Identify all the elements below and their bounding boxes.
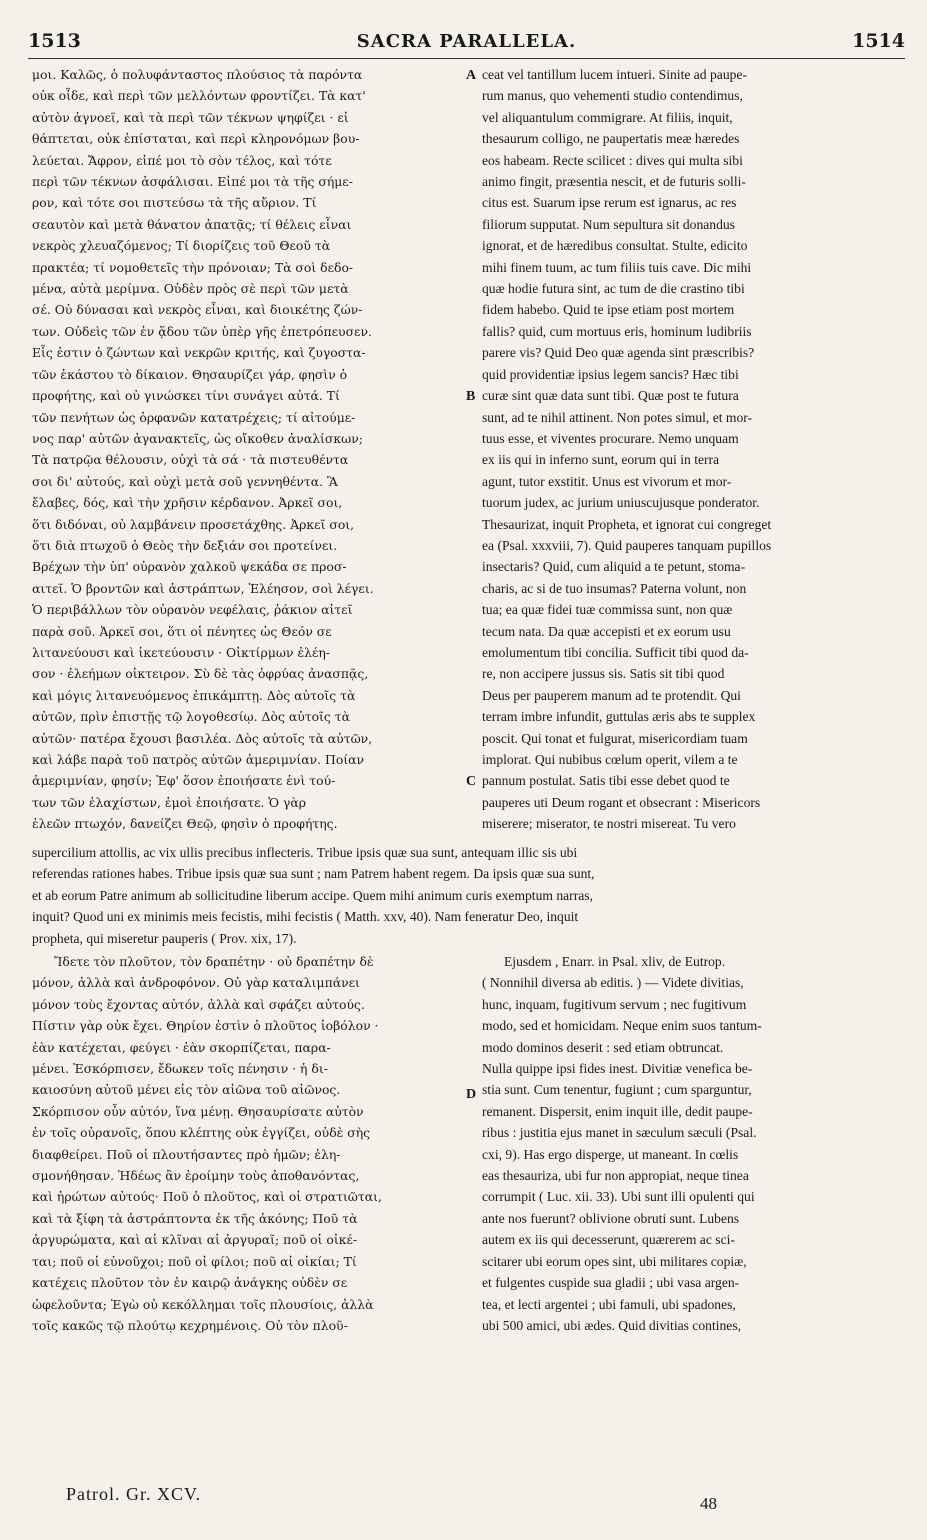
text-line: καιοσύνη αὐτοῦ μένει εἰς τὸν αἰῶνα τοῦ αἰῶνος. xyxy=(32,1082,341,1098)
text-line: Nulla quippe ipsi fides inest. Divitiæ venefica be- xyxy=(482,1061,753,1077)
text-line: quid providentiæ ipsius legem sancis? Hæc tibi xyxy=(482,366,739,382)
text-line: αιτεῖ. Ὁ βροντῶν καὶ ἀστράπτων, Ἐλέησον, σοὶ λέγει. xyxy=(32,580,374,596)
text-line: ἐὰν κατέχεται, φεύγει · ἐὰν σκορπίζεται, παρα- xyxy=(32,1039,331,1055)
text-line: filiorum supputat. Num sepultura sit donandus xyxy=(482,216,735,232)
text-line: ἀργυρώματα, καὶ αἱ κλῖναι αἱ ἀργυραῖ; ποῦ οἱ οἰκέ- xyxy=(32,1232,358,1248)
section-marker-a: A xyxy=(466,68,477,83)
text-line: mihi finem tuum, ac tum filiis tuis cave. Dic mihi xyxy=(482,259,752,275)
text-line: Τὰ πατρῷα θέλουσιν, οὐχὶ τὰ σά · τὰ πιστευθέντα xyxy=(32,452,349,468)
text-line: Deus per pauperem manum ad te protendit. Qui xyxy=(482,687,741,703)
text-line: ( Nonnihil diversa ab editis. ) — Videte divitias, xyxy=(482,975,744,991)
text-line: κατέχεις πλοῦτον τὸν ἐν καιρῷ ἀνάγκης οὐδὲν σε xyxy=(32,1275,348,1291)
text-line: οὐκ οἶδε, καὶ περὶ τῶν μελλόντων φροντίζει. Τὰ κατ' xyxy=(32,88,366,104)
latin-full-width-block xyxy=(32,842,900,949)
text-line: αὐτῶν· πατέρα ἔχουσι βασιλέα. Δὸς αὐτοῖς τὰ αὐτῶν, xyxy=(32,730,373,746)
text-line: μόνον τοὺς ἔχοντας αὐτόν, ἀλλὰ καὶ σφάζει αὐτούς. xyxy=(32,996,365,1012)
text-line: ἀμεριμνίαν, φησίν; Ἐφ' ὅσον ἐποιήσατε ἑνὶ τού- xyxy=(32,773,336,789)
text-line: terram imbre infundit, guttulas æris abs te supplex xyxy=(482,709,756,725)
text-line: remanent. Dispersit, enim inquit ille, dedit paupe- xyxy=(482,1103,753,1119)
text-line: θάπτεται, οὐκ ἐπίσταται, καὶ περὶ κληρονόμων βου- xyxy=(32,131,360,147)
text-line: των τῶν ἐλαχίστων, ἐμοὶ ἐποιήσατε. Ὁ γὰρ xyxy=(32,794,307,810)
text-line: modo, sed et homicidam. Neque enim suos tantum- xyxy=(482,1018,762,1034)
text-line: poscit. Qui tonat et fulgurat, misericordiam tuam xyxy=(482,730,748,746)
text-line: fidem habebo. Quid te ipse etiam post mortem xyxy=(482,302,735,318)
text-line: ὅτι διδόναι, οὐ λαμβάνειν προσετάχθης. Ἀρκεῖ σοι, xyxy=(32,516,355,532)
text-line: pannum postulat. Satis tibi esse debet quod te xyxy=(482,773,730,789)
text-line: pauperes uti Deum rogant et obsecrant : Misericors xyxy=(482,794,761,810)
text-line: ribus : justitia ejus manet in sæculum sæculi (Psal. xyxy=(482,1125,757,1141)
text-line: et fulgentes cuspide sua gladii ; ubi vasa argen- xyxy=(482,1275,740,1291)
text-line: fallis? quid, cum mortuus eris, hominum ludibriis xyxy=(482,323,752,339)
text-line: charis, ac si de tuo insumas? Paterna volunt, non xyxy=(482,580,747,596)
series-footer: Patrol. Gr. XCV. xyxy=(66,1484,202,1504)
text-line: ὅτι διὰ πτωχοῦ ὁ Θεὸς τὴν δεξιάν σοι προτείνει. xyxy=(32,537,338,553)
text-line: λεύεται. Ἄφρον, εἰπέ μοι τὸ σὸν τέλος, καὶ τότε xyxy=(32,152,332,168)
section-marker-c: C xyxy=(466,774,477,789)
text-line: ἐλεῶν πτωχόν, δανείζει Θεῷ, φησὶν ὁ προφήτης. xyxy=(32,816,338,832)
text-line: διαφθείρει. Ποῦ οἱ πλουτήσαντες πρὸ ἡμῶν; ἐλη- xyxy=(32,1146,341,1162)
text-line: λιτανεύουσι καὶ ἱκετεύουσιν · Οἰκτίρμων ἐλέη- xyxy=(32,644,330,660)
text-line: Ἴδετε τὸν πλοῦτον, τὸν δραπέτην · οὐ δραπέτην δὲ xyxy=(54,954,374,969)
text-line: curæ sint quæ data sunt tibi. Quæ post te futura xyxy=(482,388,739,404)
sheet-number: 48 xyxy=(700,1494,717,1513)
text-line: σεαυτὸν καὶ μετὰ θάνατον ἀπατᾷς; τί θέλεις εἶναι xyxy=(32,216,352,232)
text-line: inquit? Quod uni ex minimis meis fecistis, mihi fecistis ( Matth. xxv, 40). Nam feneratur Deo, inquit xyxy=(32,909,579,925)
text-line: σμονήθησαν. Ἡδέως ἂν ἐροίμην τοὺς ἀποθανόντας, xyxy=(32,1168,360,1184)
text-line: et ab eorum Patre animum ab sollicitudine liberum accipe. Quem mihi animum curis exemptum narras, xyxy=(32,887,593,903)
text-line: stia sunt. Cum tenentur, fugiunt ; cum sparguntur, xyxy=(482,1082,752,1098)
text-line: καὶ μόγις λιτανευόμενος ἐπικάμπτῃ. Δὸς αὐτοῖς τὰ xyxy=(32,687,356,703)
text-line: μοι. Καλῶς, ὁ πολυφάνταστος πλούσιος τὰ παρόντα xyxy=(32,67,363,82)
text-line: των. Οὐδεὶς τῶν ἐν ᾅδου τῶν ὑπὲρ γῆς ἐπετρόπευσεν. xyxy=(32,323,372,339)
greek-column-bottom xyxy=(32,951,464,1336)
text-line: propheta, qui miseretur pauperis ( Prov. xix, 17). xyxy=(32,930,297,946)
text-line: scitarer ubi eorum opes sint, ubi militares copiæ, xyxy=(482,1253,747,1269)
text-line: ea (Psal. xxxviii, 7). Quid pauperes tanquam pupillos xyxy=(482,537,772,553)
text-line: tua; ea quæ fidei tuæ commissa sunt, non quæ xyxy=(482,602,733,618)
left-column-number: 1513 xyxy=(28,30,81,52)
text-line: ἔλαβες, δός, καὶ τὴν χρῆσιν κέρδανον. Ἀρκεῖ σοι, xyxy=(32,495,343,511)
text-line: ἐν τοῖς οὐρανοῖς, ὅπου κλέπτης οὐκ ἐγγίζει, οὐδὲ σὴς xyxy=(32,1125,371,1141)
text-line: καὶ λάβε παρὰ τοῦ πατρὸς αὐτῶν ἀμεριμνίαν. Ποίαν xyxy=(32,752,365,767)
text-line: τοῖς κακῶς τῷ πλούτῳ κεχρημένοις. Οὐ τὸν πλοῦ- xyxy=(32,1317,348,1333)
text-line: νεκρὸς χλευαζόμενος; Τί διορίζεις τοῦ Θεοῦ τὰ xyxy=(32,238,331,254)
text-line: tea, et lecti argentei ; ubi famuli, ubi spadones, xyxy=(482,1296,736,1312)
running-title: SACRA PARALLELA. xyxy=(356,31,577,52)
text-line: ubi 500 amici, ubi ædes. Quid divitias contines, xyxy=(482,1317,742,1333)
text-line: eas thesauriza, ubi fur non appropiat, neque tinea xyxy=(482,1168,749,1184)
text-line: Εἷς ἐστιν ὁ ζώντων καὶ νεκρῶν κριτής, καὶ ζυγοστα- xyxy=(32,345,366,361)
text-line: supercilium attollis, ac vix ullis precibus inflecteris. Tribue ipsis quæ sua sunt, antequam illic sis ubi xyxy=(32,845,578,860)
text-line: citus est. Suarum ipse rerum est ignarus, ac res xyxy=(482,195,737,211)
text-line: ὠφελοῦντα; Ἐγὼ οὐ κεκόλλημαι τοῖς πλουσίοις, ἀλλὰ xyxy=(32,1296,374,1312)
text-line: eos habeam. Recte scilicet : dives qui multa sibi xyxy=(482,152,743,168)
latin-column-bottom xyxy=(482,951,900,1336)
text-line: thesaurum colligo, ne paupertatis meæ hæredes xyxy=(482,131,740,147)
text-line: Βρέχων τὴν ὑπ' οὐρανὸν χαλκοῦ ψεκάδα σε προσ- xyxy=(32,559,347,575)
text-line: re, non accipere jussus sis. Satis sit tibi quod xyxy=(482,666,725,682)
text-line: sunt, ad te nihil attinent. Non potes simul, et mor- xyxy=(482,409,753,425)
text-line: quæ hodie futura sint, ac tum de die crastino tibi xyxy=(482,281,745,297)
text-line: τῶν ἑκάστου τὸ δίκαιον. Θησαυρίζει γάρ, φησὶν ὁ xyxy=(32,366,348,382)
text-line: ante nos fuerunt? oblivione obruti sunt. Lubens xyxy=(482,1210,740,1226)
text-line: modo dominos deserit : sed etiam obtruncat. xyxy=(482,1039,724,1055)
text-line: ceat vel tantillum lucem intueri. Sinite ad paupe- xyxy=(482,67,747,82)
text-line: Thesaurizat, inquit Propheta, et ignorat cui congreget xyxy=(482,516,772,532)
text-line: Ejusdem , Enarr. in Psal. xliv, de Eutrop. xyxy=(504,954,726,969)
latin-column-top xyxy=(482,64,900,835)
text-line: ex iis qui in inferno sunt, eorum qui in terra xyxy=(482,452,720,468)
text-line: Σκόρπισον οὖν αὐτόν, ἵνα μένῃ. Θησαυρίσατε αὐτὸν xyxy=(32,1103,364,1119)
text-line: αὐτῶν, πρὶν ἐπιστῇς τῷ λογοθεσίῳ. Δὸς αὐτοῖς τὰ xyxy=(32,709,351,725)
text-line: vel aliquantulum commigrare. At filiis, inquit, xyxy=(482,109,733,125)
text-line: αὐτὸν ἀγνοεῖ, καὶ τὰ περὶ τῶν τέκνων ψηφίζει · εἰ xyxy=(32,109,349,125)
text-line: Πίστιν γὰρ οὐκ ἔχει. Θηρίον ἐστὶν ὁ πλοῦτος ἰοβόλον · xyxy=(32,1018,379,1034)
text-line: παρὰ σοῦ. Ἀρκεῖ σοι, ὅτι οἱ πένητες ὡς Θεόν σε xyxy=(32,623,332,639)
text-line: emolumentum tibi concilia. Sufficit tibi quod da- xyxy=(482,644,749,660)
text-line: animo fingit, præsentia nescit, et de futuris solli- xyxy=(482,174,746,190)
text-line: rum manus, quo vehementi studio contendimus, xyxy=(482,88,743,104)
text-line: σοι δι' αὐτούς, καὶ οὐχὶ μετὰ σοῦ γεννηθέντα. Ἃ xyxy=(32,473,338,489)
text-line: autem ex iis qui decesserunt, quærerem ac sci- xyxy=(482,1232,735,1248)
text-line: corrumpit ( Luc. xii. 33). Ubi sunt illi opulenti qui xyxy=(482,1189,755,1205)
page-header xyxy=(28,30,905,60)
text-line: tuorum judex, ac jurium uniuscujusque ponderator. xyxy=(482,495,760,511)
text-line: implorat. Qui nubibus cœlum operit, vilem a te xyxy=(482,752,738,767)
text-line: tecum nata. Da quæ accepisti et ex eorum usu xyxy=(482,623,731,639)
greek-column-top xyxy=(32,64,464,835)
text-line: καὶ ἠρώτων αὐτούς· Ποῦ ὁ πλοῦτος, καὶ οἱ στρατιῶται, xyxy=(32,1189,382,1205)
text-line: tuus esse, et viventes procurare. Nemo unquam xyxy=(482,430,739,446)
text-line: σον · ἐλεήμων οἰκτειρον. Σὺ δὲ τὰς ὀφρύας ἀνασπᾷς, xyxy=(32,666,369,682)
text-line: insectaris? Quid, cum aliquid a te petunt, stoma- xyxy=(482,559,746,575)
text-line: περὶ τῶν τέκνων ἀσφάλισαι. Εἰπέ μοι τὰ τῆς σήμε- xyxy=(32,174,353,190)
text-line: cxi, 9). Has ergo disperge, ut maneant. In cœlis xyxy=(482,1146,739,1162)
text-line: ignorat, et de hæredibus consultat. Stulte, edicito xyxy=(482,238,748,254)
text-line: parere vis? Quid Deo quæ agenda sint præscribis? xyxy=(482,345,755,361)
section-marker-b: B xyxy=(466,389,476,404)
text-line: agunt, tutor exstitit. Unus est vivorum et mor- xyxy=(482,473,732,489)
header-rule xyxy=(28,58,905,59)
text-line: προφήτης, καὶ οὐ γινώσκει τίνι συνάγει αὐτά. Τί xyxy=(32,388,340,404)
text-line: miserere; miserator, te nostri misereat. Tu vero xyxy=(482,816,736,832)
text-line: μένα, αὐτὰ μερίμνα. Οὐδὲν πρὸς σὲ περὶ τῶν μετὰ xyxy=(32,281,349,297)
text-line: τῶν πενήτων ὡς ὀρφανῶν κατατρέχεις; τί αἰτούμε- xyxy=(32,409,356,425)
text-line: καὶ τὰ ξίφη τὰ ἀστράπτοντα ἐκ τῆς ἀκόνης; Ποῦ τὰ xyxy=(32,1210,358,1226)
right-column-number: 1514 xyxy=(852,30,905,52)
text-line: referendas rationes habes. Tribue ipsis quæ sua sunt ; nam Patrem habent regem. Da ipsis quæ sua sunt, xyxy=(32,866,595,882)
text-line: hunc, inquam, fugitivum servum ; nec fugitivum xyxy=(482,996,747,1012)
text-line: νος παρ' αὐτῶν ἀγανακτεῖς, ὡς οἴκοθεν ἀναλίσκων; xyxy=(32,430,363,446)
text-line: μόνον, ἀλλὰ καὶ ἀνδροφόνον. Οὐ γὰρ καταλιμπάνει xyxy=(32,975,360,991)
section-marker-d: D xyxy=(466,1087,477,1102)
text-line: ρον, καὶ τότε σοι πιστεύσω τὰ τῆς αὔριον. Τί xyxy=(32,195,317,211)
text-line: σέ. Οὐ δύνασαι καὶ νεκρὸς εἶναι, καὶ διοικέτης ζών- xyxy=(32,302,363,318)
text-line: ται; ποῦ οἱ εὐνοῦχοι; ποῦ οἱ φίλοι; ποῦ αἱ οἰκίαι; Τί xyxy=(32,1253,357,1269)
text-line: Ὁ περιβάλλων τὸν οὐρανὸν νεφέλαις, ῥάκιον αἰτεῖ xyxy=(32,602,353,618)
text-line: μένει. Ἐσκόρπισεν, ἔδωκεν τοῖς πένησιν · ἡ δι- xyxy=(32,1061,328,1077)
text-line: πρακτέα; τί νομοθετεῖς τὴν πρόνοιαν; Τὰ σοὶ δεδο- xyxy=(32,259,354,275)
